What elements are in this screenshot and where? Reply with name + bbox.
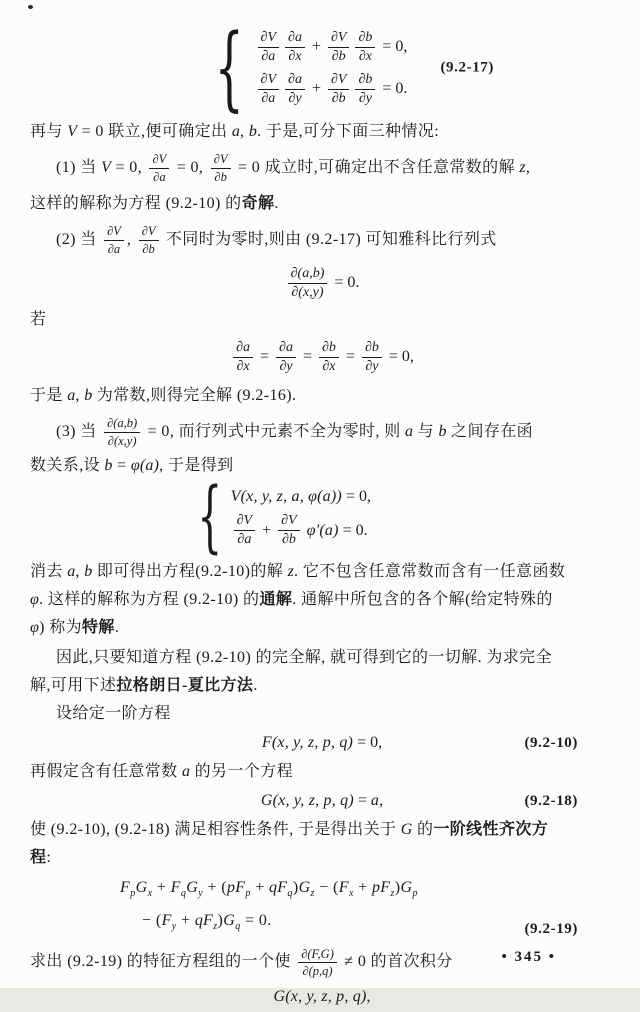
fraction: $\frac{\partial V}{\partial b}$ [328, 30, 349, 65]
paragraph-line: 消去 a, b 即可得出方程(9.2-10)的解 z. 它不包含任意常数而含有一任意函数 [30, 563, 566, 581]
fraction: $\frac{\partial V}{\partial b}$ [211, 152, 231, 184]
equation-label: (9.2-17) [440, 59, 494, 76]
fraction: $\frac{\partial V}{\partial a}$ [258, 72, 279, 107]
fraction: $\frac{\partial(F,G)}{\partial(p,q)}$ [298, 947, 337, 979]
math-var: $F_z$ [203, 912, 218, 933]
equation-system-general-solution [185, 472, 525, 562]
fraction: $\frac{\partial a}{\partial y}$ [276, 340, 296, 375]
math-var: $F_z$ [380, 879, 395, 900]
math-var: $F_p$ [120, 879, 136, 900]
equation-jacobian: $\frac{\partial(a,b)}{\partial(x,y)}$ = 0. [30, 260, 614, 306]
math-var: $F_q$ [170, 879, 187, 900]
equation-line: $\frac{\partial V}{\partial a}$ + $\frac{\partial V}{\partial b}$ φ′(a) = 0. [231, 510, 371, 552]
paragraph-line: φ. 这样的解称为方程 (9.2-10) 的通解. 通解中所包含的各个解(给定特殊的 [30, 591, 553, 609]
paragraph-line: 再假定含有任意常数 a 的另一个方程 [30, 763, 294, 781]
system-body [255, 26, 408, 110]
math-var: $G_x$ [135, 879, 153, 900]
fraction: $\frac{\partial a}{\partial y}$ [285, 72, 305, 107]
equation-line: $\frac{\partial V}{\partial a}$ $\frac{\partial a}{\partial x}$ + $\frac{\partial V}{\partial b}$ $\frac{\partial b}{\partial x}$ = 0, [255, 26, 408, 68]
paragraph-line: 于是 a, b 为常数,则得完全解 (9.2-16). [30, 387, 297, 404]
fraction: $\frac{\partial V}{\partial a}$ [234, 513, 255, 548]
equation-9-2-10 [30, 728, 614, 758]
paragraph-line: 再与 V = 0 联立,便可确定出 a, b. 于是,可分下面三种情况: [30, 123, 440, 140]
fraction: $\frac{\partial a}{\partial x}$ [285, 30, 305, 65]
ink-speck [28, 5, 33, 9]
equation-label: (9.2-19) [524, 921, 578, 938]
equation-line: $F_pG_x + F_qG_y + (pF_p + qF_q)G_z - (F_x + pF_z)G_p$ [120, 879, 418, 900]
fraction: $\frac{\partial(a,b)}{\partial(x,y)}$ [288, 266, 328, 301]
page-number: • 345 • [501, 949, 556, 965]
math-var: $G_p$ [400, 879, 418, 900]
fraction: $\frac{\partial b}{\partial x}$ [355, 30, 375, 65]
fraction: $\frac{\partial b}{\partial x}$ [319, 340, 339, 375]
equation-line: V(x, y, z, a, φ(a)) = 0, [230, 487, 371, 505]
fraction: $\frac{\partial V}{\partial b}$ [139, 224, 159, 256]
equation-label: (9.2-10) [524, 735, 578, 752]
fraction: $\frac{\partial b}{\partial y}$ [355, 72, 375, 107]
math-var: $G_q$ [223, 912, 241, 933]
math-var: $F_y$ [161, 912, 177, 933]
paragraph-line: 使 (9.2-10), (9.2-18) 满足相容性条件, 于是得出关于 G 的一阶线性齐次方 [30, 821, 549, 839]
equation-9-2-19 [30, 874, 614, 940]
paragraph-line: 程: [30, 849, 52, 867]
left-brace: { [214, 13, 244, 121]
list-item-1-continuation: 这样的解称为方程 (9.2-10) 的奇解. [30, 195, 279, 212]
list-item-2-line: (2) 当 $\frac{\partial V}{\partial a}$ , $\frac{\partial V}{\partial b}$ 不同时为零时,则由 (9.2-17) 可知雅科比行列式 [56, 224, 497, 256]
equation-label: (9.2-18) [524, 793, 578, 810]
paragraph-line: 求出 (9.2-19) 的特征方程组的一个使 $\frac{\partial(F,G)}{\partial(p,q)}$ ≠ 0 的首次积分 [30, 946, 453, 979]
paragraph-line: φ) 称为特解. [30, 619, 120, 637]
equation-9-2-18 [30, 786, 614, 816]
fraction: $\frac{\partial V}{\partial b}$ [328, 72, 349, 107]
paragraph-line: 解,可用下述拉格朗日-夏比方法. [30, 677, 258, 695]
math-var: $G_y$ [186, 879, 204, 900]
equation-partials: $\frac{\partial a}{\partial x}$ = $\frac{\partial a}{\partial y}$ = $\frac{\partial b}{\partial x}$ = $\frac{\partial b}{\partial y}$ = 0, [30, 334, 614, 380]
list-item-1-line: (1) 当 V = 0, $\frac{\partial V}{\partial a}$ = 0, $\frac{\partial V}{\partial b}$ = 0 成立时,可确定出不含任意常数的解 z, [56, 152, 531, 184]
fraction: $\frac{\partial V}{\partial a}$ [149, 152, 169, 184]
equation-system-9-2-17 [200, 13, 530, 121]
list-item-3-line: (3) 当 $\frac{\partial(a,b)}{\partial(x,y)}$ = 0, 而行列式中元素不全为零时, 则 a 与 b 之间存在函 [56, 416, 534, 448]
math-var: $G_z$ [298, 879, 315, 900]
left-brace: { [197, 472, 223, 562]
fraction: $\frac{\partial V}{\partial a}$ [104, 224, 124, 256]
fraction: $\frac{\partial V}{\partial b}$ [278, 513, 299, 548]
fraction: $\frac{\partial V}{\partial a}$ [258, 30, 279, 65]
equation-first-integral: G(x, y, z, p, q), [273, 988, 371, 1006]
math-var: $F_x$ [338, 879, 354, 900]
math-var: $F_p$ [235, 879, 251, 900]
equation-body: F(x, y, z, p, q) = 0, [261, 734, 383, 752]
fraction: $\frac{\partial b}{\partial y}$ [362, 340, 382, 375]
list-item-3-continuation: 数关系,设 b = φ(a), 于是得到 [30, 457, 234, 474]
equation-line: − $(F_y + qF_z)G_q = 0$. [142, 912, 272, 933]
equation-body: G(x, y, z, p, q) = a, [260, 792, 384, 810]
paragraph-line: 若 [30, 311, 47, 328]
system-body [231, 483, 371, 552]
paragraph-line: 因此,只要知道方程 (9.2-10) 的完全解, 就可得到它的一切解. 为求完全 [56, 649, 552, 667]
math-var: $F_q$ [277, 879, 293, 900]
paragraph-line: 设给定一阶方程 [56, 705, 171, 723]
fraction: $\frac{\partial a}{\partial x}$ [233, 340, 253, 375]
fraction: $\frac{\partial(a,b)}{\partial(x,y)}$ [104, 416, 140, 448]
equation-line: $\frac{\partial V}{\partial a}$ $\frac{\partial a}{\partial y}$ + $\frac{\partial V}{\partial b}$ $\frac{\partial b}{\partial y}$ = 0. [255, 68, 408, 110]
